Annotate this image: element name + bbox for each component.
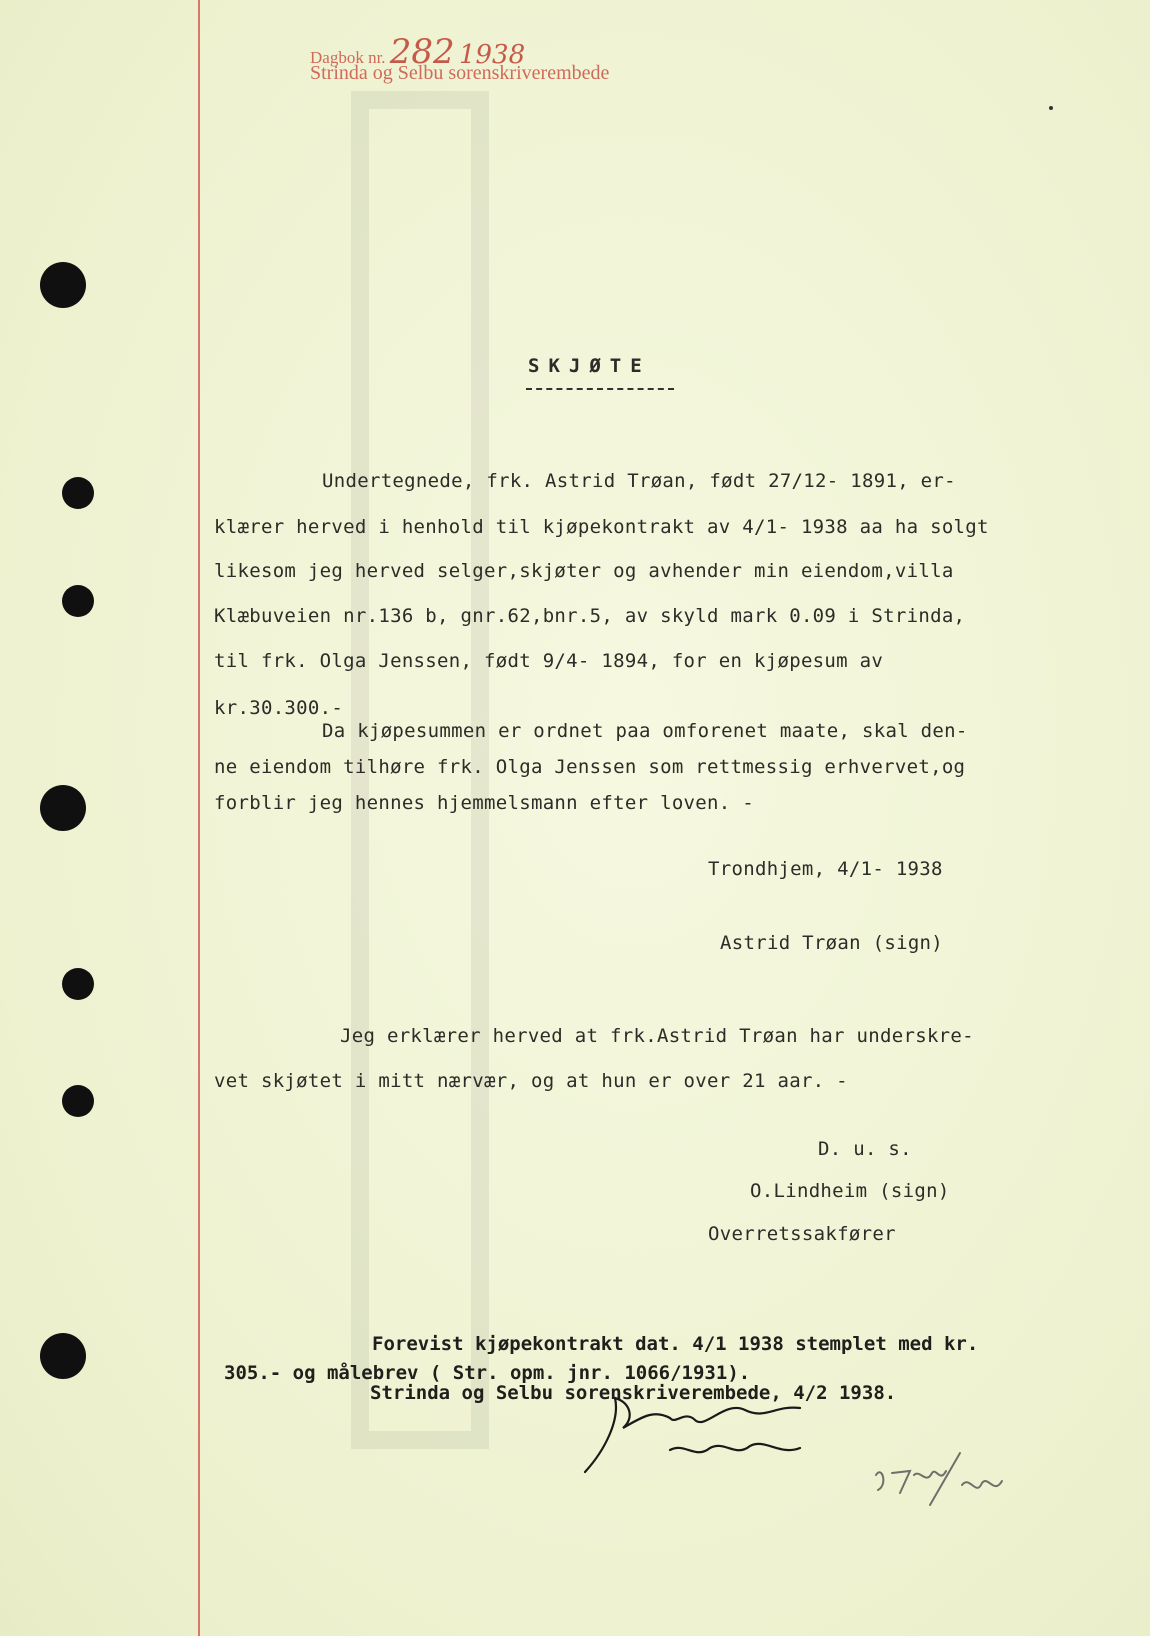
punch-hole bbox=[40, 1333, 86, 1379]
ink-dot bbox=[1049, 106, 1053, 110]
endorsement-line: Strinda og Selbu sorenskriverembede, 4/2 1938. bbox=[370, 1382, 897, 1404]
punch-hole bbox=[62, 1085, 94, 1117]
body-line: til frk. Olga Jenssen, født 9/4- 1894, for en kjøpesum av bbox=[214, 650, 884, 672]
witness-line: vet skjøtet i mitt nærvær, og at hun er over 21 aar. - bbox=[214, 1070, 848, 1092]
journal-year: 1938 bbox=[458, 40, 526, 70]
punch-hole bbox=[62, 968, 94, 1000]
endorsement-line: Forevist kjøpekontrakt dat. 4/1 1938 stemplet med kr. bbox=[372, 1333, 979, 1355]
punch-hole bbox=[62, 477, 94, 509]
handwritten-signature bbox=[575, 1380, 845, 1480]
place-date: Trondhjem, 4/1- 1938 bbox=[708, 858, 943, 880]
journal-number: 282 bbox=[389, 32, 455, 72]
punch-hole bbox=[40, 262, 86, 308]
title-underline bbox=[526, 388, 674, 390]
endorsement-line: 305.- og målebrev ( Str. opm. jnr. 1066/1931). bbox=[224, 1362, 751, 1384]
punch-hole bbox=[40, 785, 86, 831]
body-line: kr.30.300.- bbox=[214, 697, 344, 719]
body-line: forblir jeg hennes hjemmelsmann efter loven. - bbox=[214, 792, 754, 814]
witness-name: O.Lindheim (sign) bbox=[750, 1180, 950, 1202]
document-title: SKJØTE bbox=[528, 355, 651, 377]
body-line: Undertegnede, frk. Astrid Trøan, født 27/12- 1891, er- bbox=[322, 470, 956, 492]
pencil-annotation bbox=[870, 1445, 1010, 1515]
punch-hole bbox=[62, 585, 94, 617]
body-line: Klæbuveien nr.136 b, gnr.62,bnr.5, av skyld mark 0.09 i Strinda, bbox=[214, 605, 966, 627]
body-line: Da kjøpesummen er ordnet paa omforenet maate, skal den- bbox=[322, 720, 968, 742]
body-line: likesom jeg herved selger,skjøter og avhender min eiendom,villa bbox=[214, 560, 954, 582]
body-line: ne eiendom tilhøre frk. Olga Jenssen som rettmessig erhvervet,og bbox=[214, 756, 966, 778]
body-line: klærer herved i henhold til kjøpekontrakt av 4/1- 1938 aa ha solgt bbox=[214, 516, 989, 538]
seller-signature-text: Astrid Trøan (sign) bbox=[720, 932, 944, 954]
court-office-stamp: Strinda og Selbu sorenskriverembede bbox=[310, 62, 610, 84]
dus-abbreviation: D. u. s. bbox=[818, 1138, 912, 1160]
witness-line: Jeg erklærer herved at frk.Astrid Trøan har underskre- bbox=[340, 1025, 974, 1047]
journal-stamp-label: Dagbok nr. bbox=[310, 48, 386, 67]
witness-role: Overretssakfører bbox=[708, 1223, 896, 1245]
margin-rule bbox=[198, 0, 200, 1636]
